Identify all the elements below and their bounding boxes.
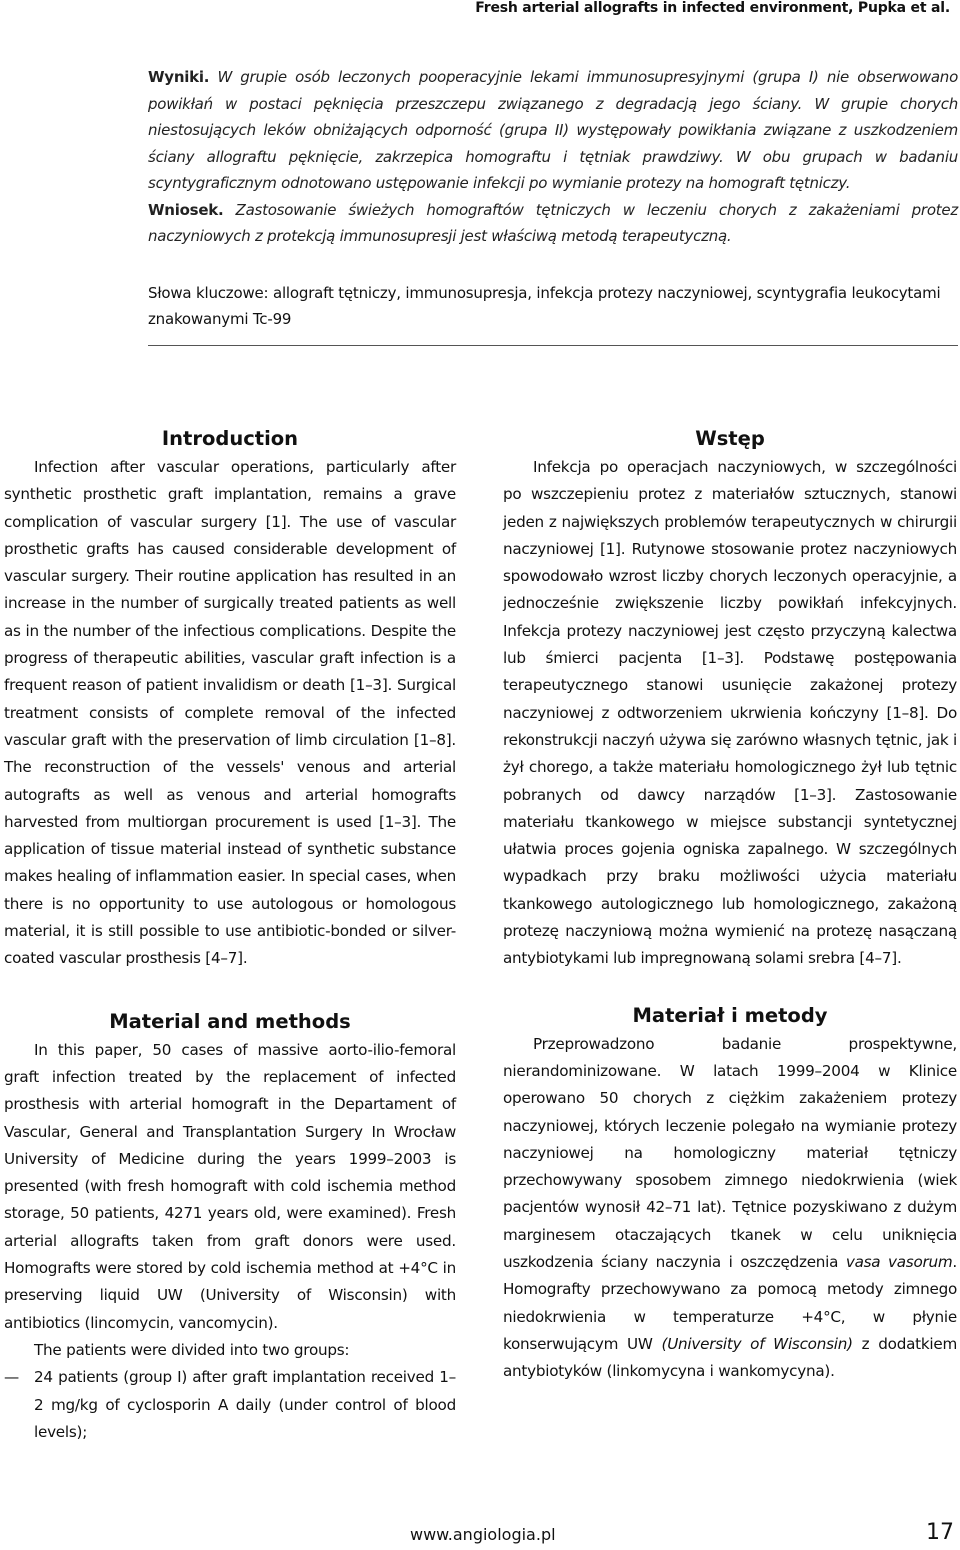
dash-bullet: — bbox=[4, 1368, 19, 1387]
metody-italic-1: vasa vasorum bbox=[845, 1253, 953, 1272]
section-divider bbox=[148, 345, 958, 346]
groups-intro: The patients were divided into two groups: bbox=[34, 1340, 350, 1359]
metody-paragraph bbox=[503, 1031, 957, 1386]
running-header-title: Fresh arterial allografts in infected environment, Pupka et al. bbox=[475, 0, 950, 16]
right-column-polish bbox=[503, 424, 957, 1386]
metody-italic-2: (University of Wisconsin) bbox=[661, 1334, 853, 1353]
left-column-english bbox=[4, 424, 456, 1446]
group-1-text: 24 patients (group I) after graft implantation received 1–2 mg/kg of cyclosporin A daily (under control of blood levels); bbox=[34, 1368, 456, 1441]
spacer bbox=[4, 973, 456, 1007]
wstep-paragraph: Infekcja po operacjach naczyniowych, w szczególności po wszczepieniu protez z materiałów sztucznych, stanowi jeden z największych problemów terapeutycznych w chirurgii naczyniowej [1]. Rutynowe stosowanie protez naczyniowych spowodowało wzrost liczby chorych leczonych operacyjnie, a jednocześnie zwiększenie liczby powikłań infekcyjnych. Infekcja protezy naczyniowej jest często przyczyną kalectwa lub śmierci pacjenta [1–3]. Podstawę postępowania terapeutycznego stanowi usunięcie zakażonej protezy naczyniowej z odtworzeniem ukrwienia kończyny [1–8]. Do rekonstrukcji naczyń używa się zarówno własnych tętnic, jak i żył chorego, a także materiału homologicznego żył lub tętnic pobranych od dawcy narządów [1–3]. Zastosowanie materiału tkankowego w miejsce substancji syntetycznej ułatwia proces gojenia ogniska zapalnego. W szczególnych wypadkach przy braku możliwości użycia materiału tkankowego autologicznego lub homologicznego, zakażoną protezę naczyniową można wymienić na protezę nasączaną antybiotykami lub impregnowaną solami srebra [4–7]. bbox=[503, 458, 957, 968]
results-label: Wyniki. bbox=[148, 68, 210, 86]
keywords: Słowa kluczowe: allograft tętniczy, immunosupresja, infekcja protezy naczyniowej, scyntygrafia leukocytami znakowanymi Tc-99 bbox=[148, 284, 941, 328]
introduction-heading: Introduction bbox=[161, 427, 299, 450]
results-text: W grupie osób leczonych pooperacyjnie lekami immunosupresyjnymi (grupa I) nie obserwowano powikłań w postaci pęknięcia przeszczepu związanego z degradacją jego ściany. W grupie chorych niestosujących leków obniżających odporność (grupa II) występowały powikłania związane z uszkodzeniem ściany allograftu pęknięcie, zakrzepica homograftu i tętniak prawdziwy. W obu grupach w badaniu scyntygraficznym odnotowano ustępowanie infekcji po wymianie protezy na homograft tętniczy. bbox=[148, 68, 958, 192]
abstract bbox=[148, 64, 958, 250]
metody-text-3: z dodatkiem antybiotyków (linkomycyna i wankomycyna). bbox=[503, 1334, 958, 1381]
methods-heading: Material and methods bbox=[109, 1009, 351, 1033]
spacer bbox=[503, 973, 957, 1001]
conclusion-label: Wniosek. bbox=[148, 200, 224, 219]
metody-heading: Materiał i metody bbox=[632, 1003, 828, 1027]
methods-paragraph: In this paper, 50 cases of massive aorto-ilio-femoral graft infection treated by the replacement of infected prosthesis with arterial homograft in the Departament of Vascular, General and Transplantation Surgery In Wrocław University of Medicine during the years 1999–2003 is presented (with fresh homograft with cold ischemia method storage, 50 patients, 4271 years old, were examined). Fresh arterial allografts taken from graft donors were used. Homografts were stored by cold ischemia method at +4°C in preserving liquid UW (University of Wisconsin) with antibiotics (lincomycin, vancomycin). bbox=[4, 1040, 456, 1332]
metody-text-1: Przeprowadzono badanie prospektywne, nierandominizowane. W latach 1999–2004 w Klinice operowano 50 chorych z ciężkim zakażeniem protezy naczyniowej, których leczenie polegało na wymianie protezy naczyniowej na homologiczny materiał tętniczy przechowywany sposobem zimnego niedokrwienia (wiek pacjentów wynosił 42–71 lat). Tętnice pozyskiwano z dużym marginesem otaczających tkanek w celu uniknięcia uszkodzenia ściany naczynia i oszczędzenia bbox=[503, 1034, 957, 1272]
wstep-heading: Wstęp bbox=[695, 427, 765, 450]
footer-url: www.angiologia.pl bbox=[410, 1525, 556, 1544]
introduction-paragraph: Infection after vascular operations, particularly after synthetic prosthetic graft implantation, remains a grave complication of vascular surgery [1]. The use of vascular prosthetic grafts has caused considerable development of vascular surgery. Their routine application has resulted in an increase in the number of surgically treated patients as well as in the number of the infectious complications. Despite the progress of therapeutic abilities, vascular graft infection is a frequent reason of patient invalidism or death [1–3]. Surgical treatment consists of complete removal of the infected vascular graft with the preservation of limb circulation [1–8]. The reconstruction of the vessels' venous and arterial autografts as well as venous and arterial homografts harvested from multiorgan procurement is used [1–3]. The application of tissue material instead of synthetic substance makes healing of inflammation easier. In special cases, when there is no opportunity to use autologous or homologous material, it is still possible to use antibiotic-bonded or silver-coated vascular prosthesis [4–7]. bbox=[4, 458, 456, 968]
page-number: 17 bbox=[926, 1520, 954, 1545]
group-1-item bbox=[4, 1364, 456, 1446]
conclusion-text: Zastosowanie świeżych homograftów tętniczych w leczeniu chorych z zakażeniami protez naczyniowych z protekcją immunosupresji jest właściwą metodą terapeutyczną. bbox=[148, 200, 958, 245]
metody-text-2: . Homografty przechowywano za pomocą metody zimnego niedokrwienia w temperaturze +4°C, w płynie konserwującym UW bbox=[503, 1253, 957, 1353]
